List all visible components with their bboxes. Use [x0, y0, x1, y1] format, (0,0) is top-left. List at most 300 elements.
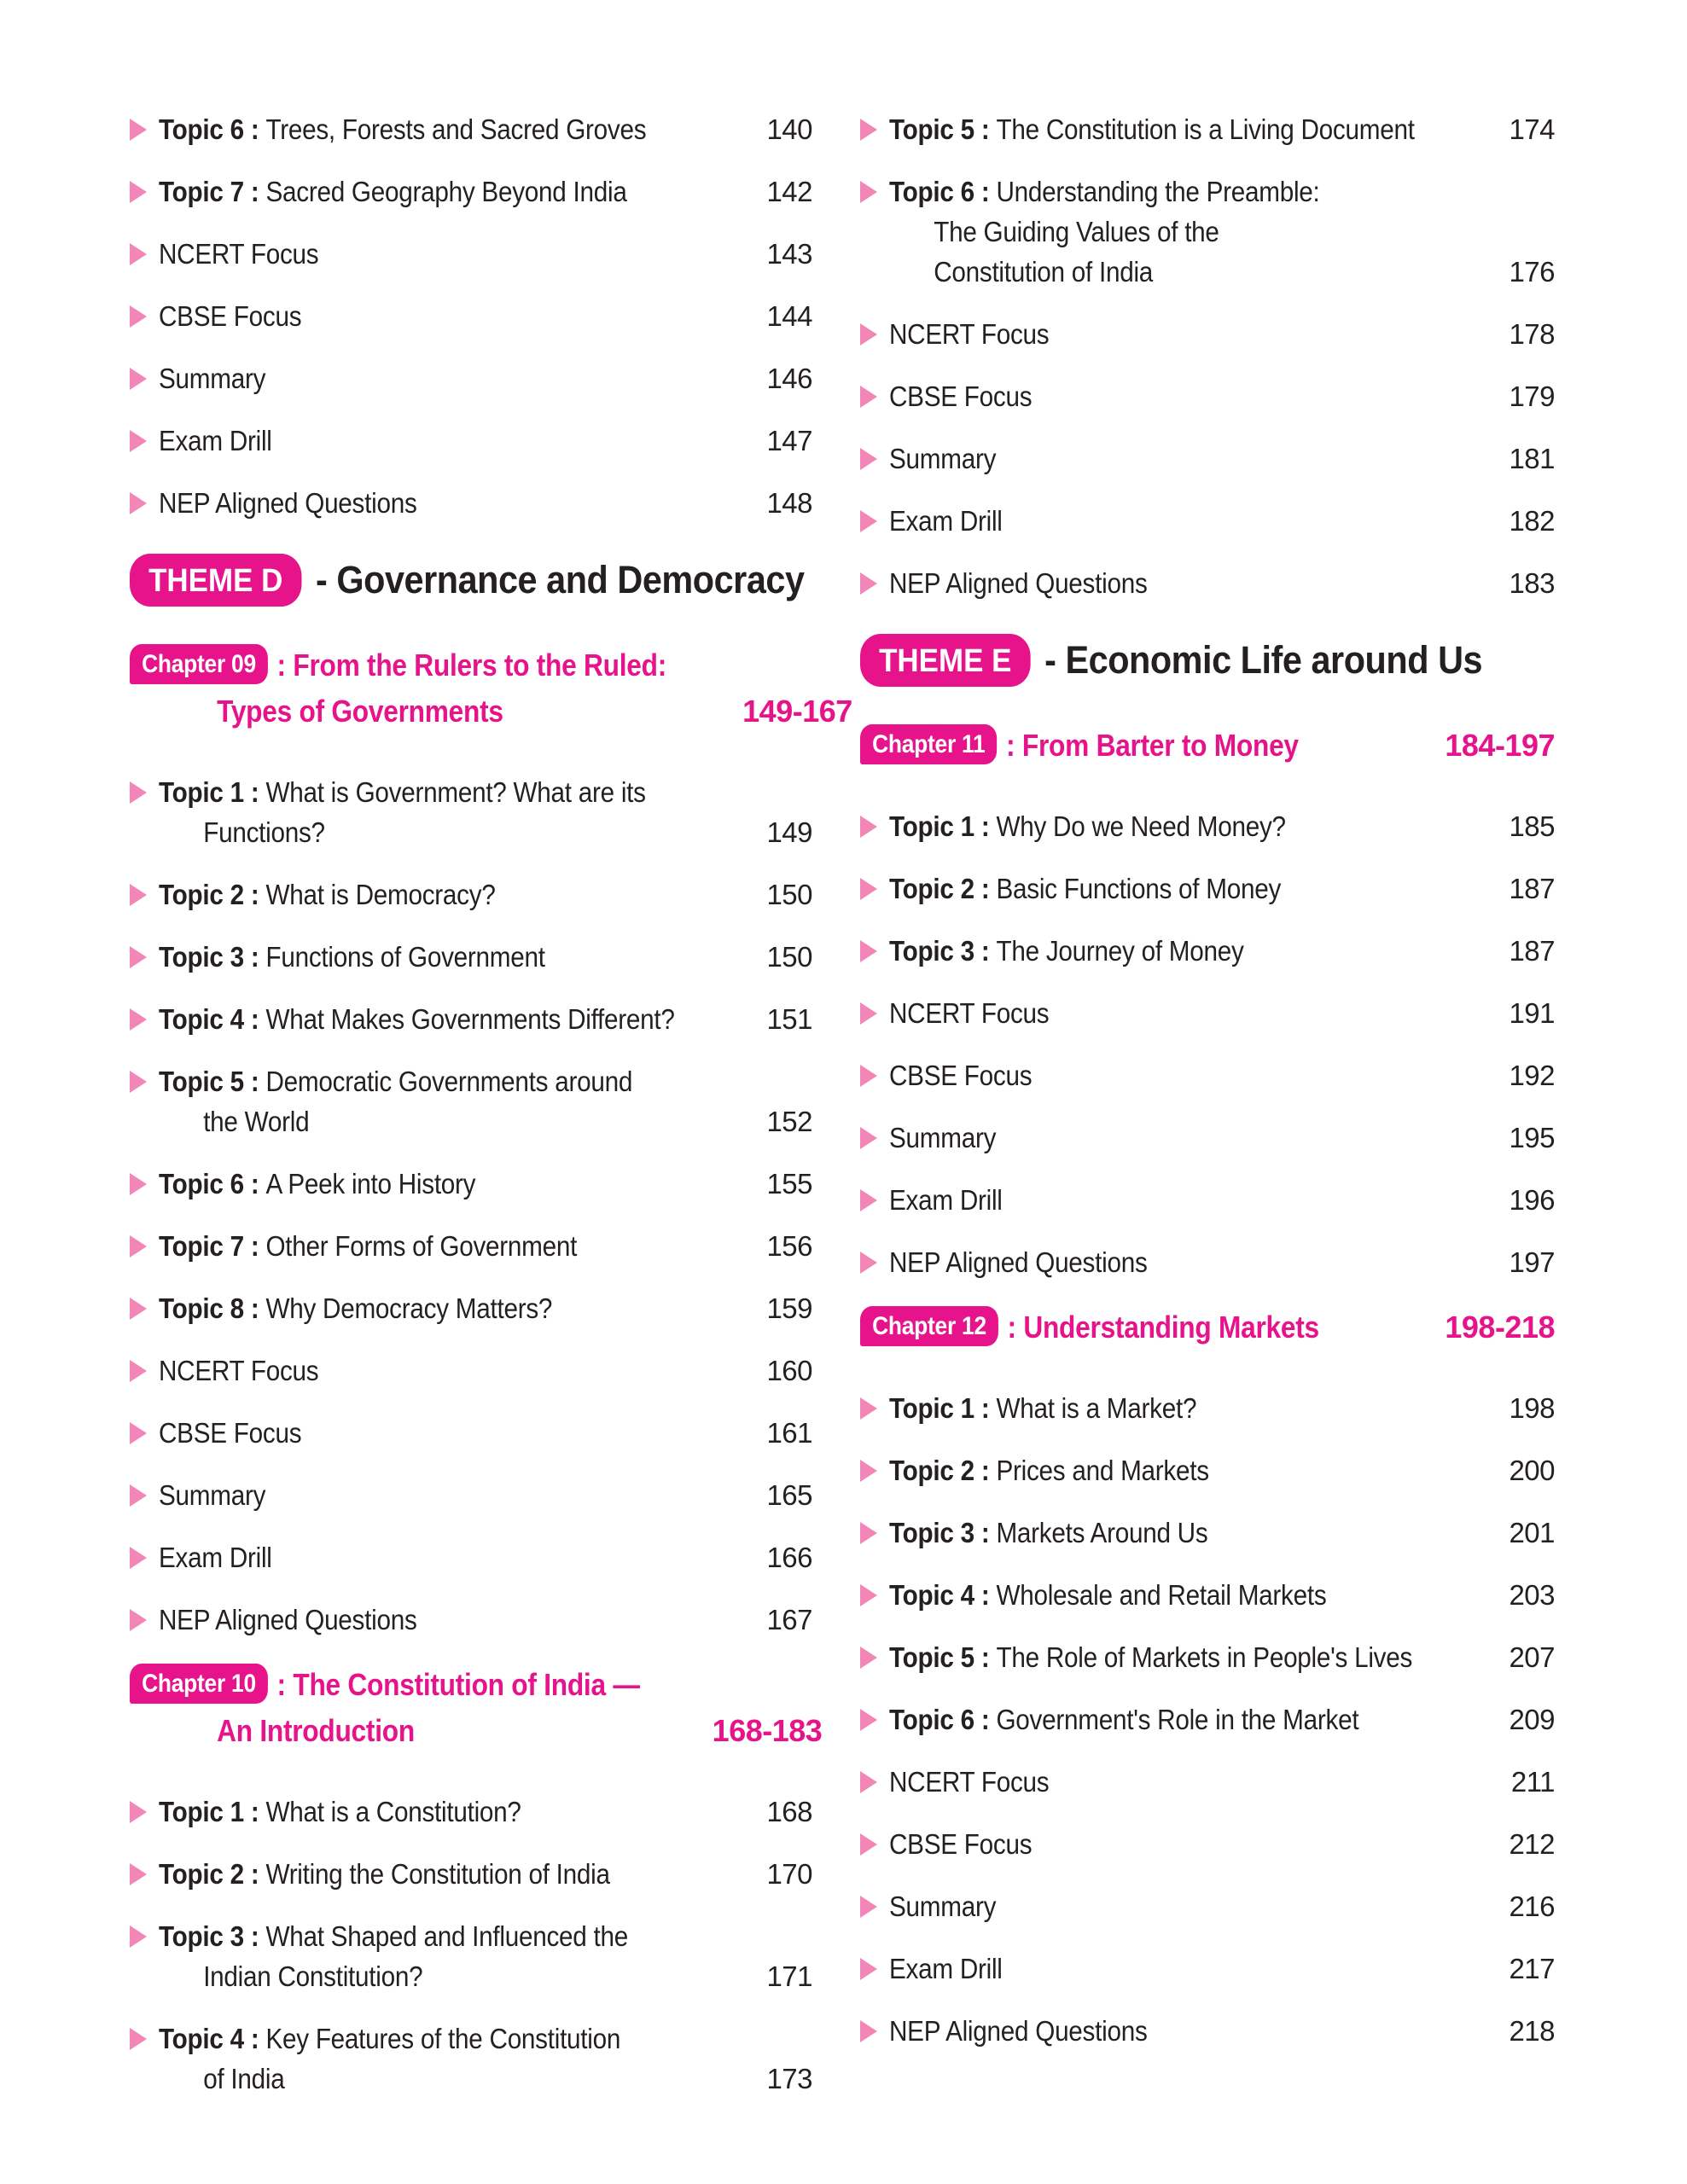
page-number: 197 — [1509, 1246, 1555, 1278]
toc-entry — [860, 1575, 1555, 1615]
entry-title-line: Topic 6 : A Peek into History — [159, 1168, 476, 1199]
entry-title-line: Constitution of India — [934, 256, 1154, 288]
bullet-triangle-icon — [860, 816, 877, 838]
entry-title-line: Topic 6 : Government's Role in the Market — [889, 1704, 1359, 1735]
entry-text — [889, 1055, 1423, 1095]
topic-label: Topic 5 : — [889, 1641, 997, 1673]
entry-title-line: Summary — [889, 443, 997, 474]
entry-text — [159, 421, 683, 461]
entry-title-line: CBSE Focus — [889, 1828, 1033, 1860]
entry-title-line: Topic 6 : Trees, Forests and Sacred Groves — [159, 113, 647, 145]
page-number: 146 — [766, 363, 812, 394]
toc-entry — [130, 109, 812, 149]
page-number: 217 — [1509, 1953, 1555, 1984]
page-number: 218 — [1509, 2015, 1555, 2047]
entry-text — [159, 296, 683, 336]
toc-entry — [130, 1475, 812, 1515]
chapter-title-line: Chapter 12 : Understanding Markets — [860, 1304, 1372, 1350]
topic-label: Topic 3 : — [889, 1517, 997, 1548]
bullet-triangle-icon — [860, 386, 877, 408]
toc-entry — [860, 171, 1555, 292]
entry-text — [889, 1886, 1423, 1926]
page-number: 173 — [766, 2063, 812, 2094]
entry-title-line: Topic 7 : Sacred Geography Beyond India — [159, 176, 627, 207]
topic-label: Topic 1 : — [889, 1392, 997, 1424]
bullet-triangle-icon — [130, 2028, 147, 2050]
entry-text — [159, 171, 683, 212]
entry-title-line: Topic 6 : Understanding the Preamble: — [889, 176, 1320, 207]
entry-text — [889, 171, 1423, 292]
theme-heading — [130, 554, 805, 607]
page-number: 161 — [766, 1417, 812, 1449]
entry-title-line: Summary — [159, 1479, 266, 1511]
entry-title-line: Topic 4 : Key Features of the Constitution — [159, 2023, 621, 2054]
topic-label: Topic 4 : — [889, 1579, 997, 1611]
toc-entry — [130, 1288, 812, 1328]
entry-title-line: Topic 3 : The Journey of Money — [889, 935, 1244, 967]
topic-label: Topic 5 : — [889, 113, 997, 145]
topic-label: Topic 4 : — [159, 1003, 266, 1035]
entry-title-line: Topic 2 : Writing the Constitution of India — [159, 1858, 610, 1890]
toc-entry — [860, 1949, 1555, 1989]
page-number: 211 — [1510, 1766, 1555, 1798]
toc-entry — [860, 314, 1555, 354]
chapter-title-line: Chapter 11 : From Barter to Money — [860, 723, 1372, 769]
entry-text — [889, 1242, 1423, 1282]
toc-entry — [130, 483, 812, 523]
toc-entry — [130, 234, 812, 274]
bullet-triangle-icon — [130, 492, 147, 514]
toc-entry — [860, 376, 1555, 416]
toc-entry — [860, 439, 1555, 479]
bullet-triangle-icon — [130, 1008, 147, 1031]
theme-title: - Governance and Democracy — [316, 558, 805, 601]
page-number: 181 — [1509, 443, 1555, 474]
bullet-triangle-icon — [130, 243, 147, 265]
theme-heading — [860, 634, 1499, 687]
toc-entry — [130, 1537, 812, 1577]
bullet-triangle-icon — [860, 1522, 877, 1544]
topic-label: Topic 7 : — [159, 1230, 266, 1262]
entry-text — [159, 2018, 683, 2099]
entry-title-line: NCERT Focus — [889, 997, 1050, 1029]
entry-text — [159, 1350, 683, 1391]
page-number: 140 — [766, 113, 812, 145]
entry-title-line: Topic 5 : The Constitution is a Living Document — [889, 113, 1415, 145]
entry-text — [159, 1792, 683, 1832]
page-number: 148 — [766, 487, 812, 519]
entry-title-line: NCERT Focus — [889, 318, 1050, 350]
bullet-triangle-icon — [860, 448, 877, 470]
bullet-triangle-icon — [130, 1071, 147, 1093]
entry-text — [889, 563, 1423, 603]
page-number: 150 — [766, 879, 812, 910]
topic-label: Topic 8 : — [159, 1292, 266, 1324]
entry-text — [889, 1824, 1423, 1864]
bullet-triangle-icon — [130, 781, 147, 804]
entry-text — [889, 993, 1423, 1033]
page-number: 191 — [1509, 997, 1555, 1029]
entry-title-line: Summary — [159, 363, 266, 394]
entry-title-line: CBSE Focus — [159, 1417, 302, 1449]
toc-entry — [130, 2018, 812, 2099]
theme-title: - Economic Life around Us — [1044, 638, 1483, 682]
chapter-title — [130, 1662, 640, 1754]
entry-text — [889, 1699, 1423, 1740]
toc-entry — [860, 1450, 1555, 1490]
entry-title-line: of India — [203, 2063, 285, 2094]
bullet-triangle-icon — [860, 1584, 877, 1606]
entry-title-line: Topic 5 : Democratic Governments around — [159, 1066, 633, 1097]
page-number: 203 — [1509, 1579, 1555, 1611]
toc-entry — [860, 1180, 1555, 1220]
bullet-triangle-icon — [130, 430, 147, 452]
bullet-triangle-icon — [130, 1863, 147, 1885]
entry-text — [889, 806, 1423, 846]
theme-badge: THEME D — [130, 554, 301, 607]
page-number: 179 — [1509, 380, 1555, 412]
bullet-triangle-icon — [130, 946, 147, 968]
entry-title-line: Topic 1 : What is a Market? — [889, 1392, 1197, 1424]
entry-text — [159, 358, 683, 398]
topic-label: Topic 6 : — [889, 176, 997, 207]
entry-title-line: Summary — [889, 1122, 997, 1153]
toc-entry — [860, 1699, 1555, 1740]
topic-label: Topic 5 : — [159, 1066, 266, 1097]
page-number: 216 — [1509, 1891, 1555, 1922]
entry-title-line: Topic 5 : The Role of Markets in People's Lives — [889, 1641, 1413, 1673]
topic-label: Topic 2 : — [889, 873, 997, 904]
entry-title-line: NCERT Focus — [159, 238, 319, 270]
chapter-page-range: 184-197 — [1445, 728, 1555, 763]
bullet-triangle-icon — [860, 1252, 877, 1274]
entry-title-line: Topic 2 : What is Democracy? — [159, 879, 496, 910]
page-number: 183 — [1509, 567, 1555, 599]
page-number: 152 — [766, 1106, 812, 1137]
toc-entry — [860, 1513, 1555, 1553]
entry-text — [889, 1762, 1423, 1802]
entry-text — [159, 1854, 683, 1894]
entry-text — [889, 1388, 1423, 1428]
chapter-title — [860, 1304, 1372, 1350]
bullet-triangle-icon — [130, 1235, 147, 1258]
toc-entry — [130, 1600, 812, 1640]
chapter-heading — [130, 642, 852, 735]
toc-entry — [860, 806, 1555, 846]
entry-title-line: Exam Drill — [889, 1184, 1003, 1216]
entry-title-line: Topic 3 : Functions of Government — [159, 941, 545, 973]
entry-title-line: Functions? — [203, 816, 325, 848]
entry-title-line: Exam Drill — [159, 425, 272, 456]
toc-entry — [130, 1226, 812, 1266]
entry-text — [889, 1513, 1423, 1553]
bullet-triangle-icon — [860, 181, 877, 203]
page-number: 150 — [766, 941, 812, 973]
entry-title-line: Topic 2 : Prices and Markets — [889, 1455, 1209, 1486]
bullet-triangle-icon — [860, 878, 877, 900]
toc-entry — [860, 501, 1555, 541]
page-number: 198 — [1509, 1392, 1555, 1424]
bullet-triangle-icon — [860, 119, 877, 141]
entry-title-line: NEP Aligned Questions — [889, 2015, 1148, 2047]
toc-entry — [860, 993, 1555, 1033]
entry-title-line: Topic 1 : What is a Constitution? — [159, 1796, 521, 1827]
toc-entry — [860, 1118, 1555, 1158]
topic-label: Topic 2 : — [159, 1858, 266, 1890]
entry-title-line: Exam Drill — [889, 505, 1003, 537]
entry-title-line: Topic 7 : Other Forms of Government — [159, 1230, 578, 1262]
chapter-heading — [860, 723, 1555, 769]
entry-title-line: Topic 8 : Why Democracy Matters? — [159, 1292, 553, 1324]
bullet-triangle-icon — [130, 1360, 147, 1382]
toc-entry — [860, 868, 1555, 909]
page-number: 171 — [766, 1960, 812, 1992]
entry-text — [159, 109, 683, 149]
bullet-triangle-icon — [130, 119, 147, 141]
page-number: 160 — [766, 1355, 812, 1386]
entry-text — [159, 772, 683, 852]
toc-entry — [130, 937, 812, 977]
page-number: 149 — [766, 816, 812, 848]
entry-title-line: NEP Aligned Questions — [889, 1246, 1148, 1278]
topic-label: Topic 2 : — [159, 879, 266, 910]
entry-title-line: Topic 1 : What is Government? What are its — [159, 776, 646, 808]
chapter-title-line: An Introduction — [217, 1713, 415, 1748]
entry-text — [159, 1916, 683, 1996]
bullet-triangle-icon — [860, 1958, 877, 1980]
page-number: 209 — [1509, 1704, 1555, 1735]
bullet-triangle-icon — [130, 884, 147, 906]
bullet-triangle-icon — [130, 1609, 147, 1631]
page-number: 144 — [766, 300, 812, 332]
bullet-triangle-icon — [860, 940, 877, 962]
chapter-heading — [130, 1662, 823, 1754]
page-number: 195 — [1509, 1122, 1555, 1153]
entry-title-line: Topic 3 : Markets Around Us — [889, 1517, 1208, 1548]
entry-text — [889, 1118, 1423, 1158]
chapter-title-line: Chapter 09 : From the Rulers to the Ruled: — [130, 642, 666, 688]
topic-label: Topic 1 : — [159, 776, 266, 808]
bullet-triangle-icon — [130, 368, 147, 390]
page-number: 192 — [1509, 1060, 1555, 1091]
bullet-triangle-icon — [860, 1709, 877, 1731]
entry-title-line: CBSE Focus — [889, 380, 1033, 412]
toc-entry — [130, 874, 812, 915]
entry-text — [889, 2011, 1423, 2051]
chapter-page-range: 168-183 — [712, 1713, 823, 1748]
toc-entry — [860, 1388, 1555, 1428]
toc-entry — [130, 1413, 812, 1453]
chapter-badge: Chapter 09 — [130, 644, 268, 684]
page-number: 143 — [766, 238, 812, 270]
toc-entry — [860, 1242, 1555, 1282]
bullet-triangle-icon — [860, 1127, 877, 1149]
entry-text — [159, 1288, 683, 1328]
bullet-triangle-icon — [860, 1002, 877, 1025]
toc-entry — [130, 171, 812, 212]
entry-title-line: Exam Drill — [889, 1953, 1003, 1984]
page-number: 147 — [766, 425, 812, 456]
entry-text — [159, 1164, 683, 1204]
bullet-triangle-icon — [860, 1460, 877, 1482]
entry-text — [159, 483, 683, 523]
entry-title-line: The Guiding Values of the — [934, 216, 1219, 247]
entry-text — [159, 999, 683, 1039]
bullet-triangle-icon — [860, 1065, 877, 1087]
right-column — [860, 109, 1555, 2073]
entry-title-line: the World — [203, 1106, 310, 1137]
entry-text — [159, 1475, 683, 1515]
page-number: 167 — [766, 1604, 812, 1635]
theme-badge: THEME E — [860, 634, 1031, 687]
entry-title-line: NCERT Focus — [159, 1355, 319, 1386]
page-number: 156 — [766, 1230, 812, 1262]
toc-entry — [130, 1916, 812, 1996]
page-number: 176 — [1509, 256, 1555, 288]
bullet-triangle-icon — [130, 1298, 147, 1320]
bullet-triangle-icon — [130, 1484, 147, 1507]
toc-entry — [130, 296, 812, 336]
chapter-heading — [860, 1304, 1555, 1350]
toc-entry — [860, 563, 1555, 603]
bullet-triangle-icon — [860, 1397, 877, 1420]
bullet-triangle-icon — [860, 510, 877, 532]
bullet-triangle-icon — [130, 1173, 147, 1195]
bullet-triangle-icon — [860, 1647, 877, 1669]
entry-text — [159, 1061, 683, 1141]
topic-label: Topic 6 : — [889, 1704, 997, 1735]
entry-text — [889, 868, 1423, 909]
bullet-triangle-icon — [130, 1547, 147, 1569]
toc-entry — [130, 1164, 812, 1204]
entry-title-line: NEP Aligned Questions — [159, 1604, 417, 1635]
topic-label: Topic 6 : — [159, 1168, 266, 1199]
entry-text — [159, 874, 683, 915]
topic-label: Topic 6 : — [159, 113, 266, 145]
toc-entry — [860, 1762, 1555, 1802]
chapter-page-range: 198-218 — [1445, 1310, 1555, 1345]
toc-entry — [130, 1350, 812, 1391]
topic-label: Topic 3 : — [889, 935, 997, 967]
topic-label: Topic 2 : — [889, 1455, 997, 1486]
entry-title-line: CBSE Focus — [159, 300, 302, 332]
bullet-triangle-icon — [130, 305, 147, 328]
entry-title-line: Summary — [889, 1891, 997, 1922]
page-number: 165 — [766, 1479, 812, 1511]
entry-title-line: Topic 4 : Wholesale and Retail Markets — [889, 1579, 1327, 1611]
entry-text — [159, 234, 683, 274]
entry-text — [889, 501, 1423, 541]
bullet-triangle-icon — [860, 323, 877, 346]
topic-label: Topic 1 : — [889, 810, 997, 842]
entry-text — [159, 1226, 683, 1266]
topic-label: Topic 1 : — [159, 1796, 266, 1827]
entry-title-line: NCERT Focus — [889, 1766, 1050, 1798]
entry-text — [159, 1600, 683, 1640]
entry-text — [889, 1450, 1423, 1490]
page-number: 170 — [766, 1858, 812, 1890]
toc-entry — [130, 421, 812, 461]
toc-entry — [130, 1792, 812, 1832]
page-number: 187 — [1509, 935, 1555, 967]
entry-title-line: Indian Constitution? — [203, 1960, 423, 1992]
entry-text — [889, 376, 1423, 416]
toc-entry — [130, 772, 812, 852]
bullet-triangle-icon — [860, 1896, 877, 1918]
page-number: 155 — [766, 1168, 812, 1199]
entry-title-line: Topic 4 : What Makes Governments Different? — [159, 1003, 675, 1035]
entry-text — [889, 1180, 1423, 1220]
toc-entry — [860, 1637, 1555, 1677]
topic-label: Topic 3 : — [159, 1920, 266, 1952]
page-number: 196 — [1509, 1184, 1555, 1216]
bullet-triangle-icon — [860, 572, 877, 595]
bullet-triangle-icon — [130, 1422, 147, 1444]
page-number: 159 — [766, 1292, 812, 1324]
toc-entry — [860, 931, 1555, 971]
chapter-title-line: Types of Governments — [217, 694, 503, 729]
entry-text — [159, 1537, 683, 1577]
entry-text — [889, 1575, 1423, 1615]
entry-title-line: Topic 1 : Why Do we Need Money? — [889, 810, 1286, 842]
bullet-triangle-icon — [860, 1771, 877, 1793]
toc-entry — [130, 1061, 812, 1141]
page-number: 142 — [766, 176, 812, 207]
entry-title-line: Exam Drill — [159, 1542, 272, 1573]
page-number: 178 — [1509, 318, 1555, 350]
page-number: 185 — [1509, 810, 1555, 842]
entry-title-line: NEP Aligned Questions — [159, 487, 417, 519]
entry-title-line: Topic 3 : What Shaped and Influenced the — [159, 1920, 628, 1952]
chapter-title — [130, 642, 666, 735]
topic-label: Topic 3 : — [159, 941, 266, 973]
entry-text — [889, 439, 1423, 479]
entry-text — [889, 109, 1423, 149]
bullet-triangle-icon — [130, 1926, 147, 1948]
entry-title-line: CBSE Focus — [889, 1060, 1033, 1091]
page-number: 207 — [1509, 1641, 1555, 1673]
entry-title-line: Topic 2 : Basic Functions of Money — [889, 873, 1282, 904]
page-number: 187 — [1509, 873, 1555, 904]
entry-text — [159, 1413, 683, 1453]
bullet-triangle-icon — [860, 1189, 877, 1211]
toc-entry — [860, 109, 1555, 149]
entry-text — [159, 937, 683, 977]
entry-text — [889, 1637, 1423, 1677]
toc-entry — [130, 1854, 812, 1894]
page-number: 166 — [766, 1542, 812, 1573]
topic-label: Topic 4 : — [159, 2023, 266, 2054]
bullet-triangle-icon — [130, 181, 147, 203]
page-number: 201 — [1509, 1517, 1555, 1548]
chapter-badge: Chapter 10 — [130, 1664, 268, 1704]
left-column — [130, 109, 852, 2121]
entry-title-line: NEP Aligned Questions — [889, 567, 1148, 599]
chapter-page-range: 149-167 — [742, 694, 852, 729]
chapter-title — [860, 723, 1372, 769]
topic-label: Topic 7 : — [159, 176, 266, 207]
entry-text — [889, 1949, 1423, 1989]
entry-text — [889, 314, 1423, 354]
toc-entry — [130, 999, 812, 1039]
toc-entry — [860, 2011, 1555, 2051]
toc-entry — [860, 1886, 1555, 1926]
bullet-triangle-icon — [860, 1833, 877, 1856]
chapter-badge: Chapter 11 — [860, 724, 998, 764]
page-number: 174 — [1509, 113, 1555, 145]
toc-entry — [130, 358, 812, 398]
bullet-triangle-icon — [130, 1801, 147, 1823]
